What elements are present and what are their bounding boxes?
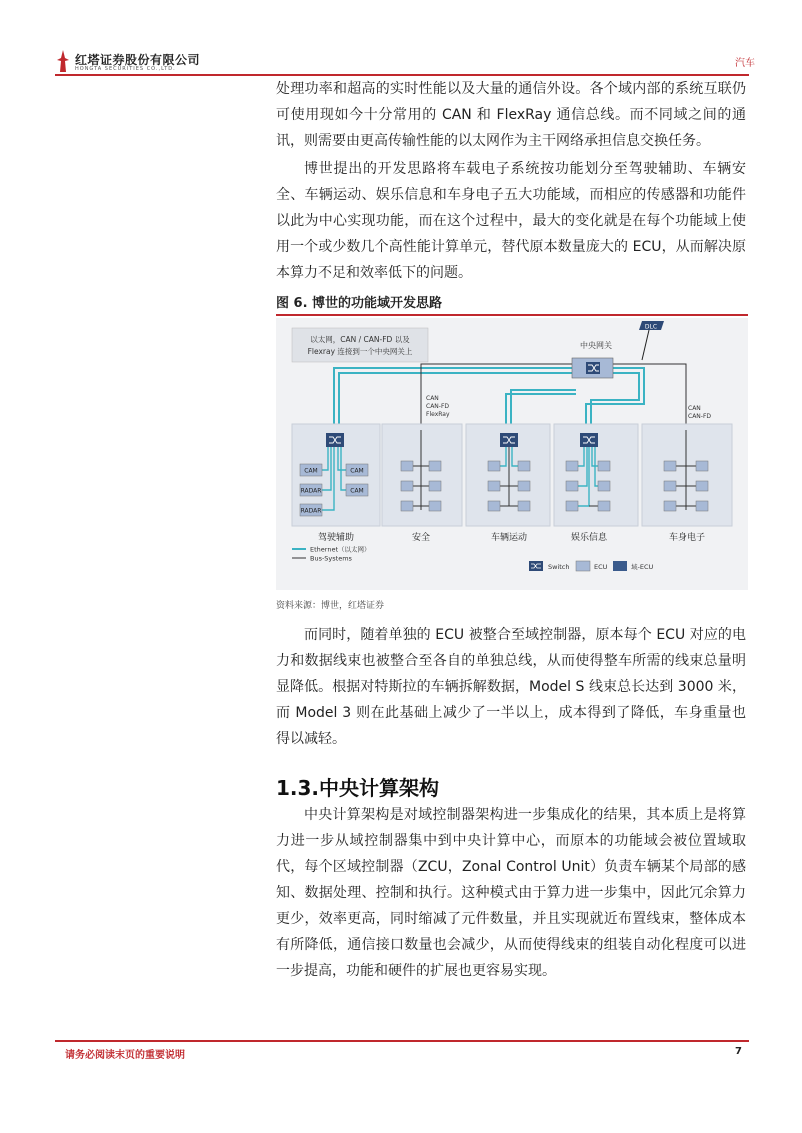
- paragraph-4: 中央计算架构是对域控制器架构进一步集成化的结果，其本质上是将算力进一步从域控制器集中到中央计算中心，而原本的功能域会被位置域取代，每个区域控制器（ZCU，Zonal Control Unit）负责车辆某个局部的感知、数据处理、控制和执行。这种模式由于算力进一步集中，因此冗余算力更少，效率更高，同时缩减了元件数量，并且实现就近布置线束，整体成本有所降低，通信接口数量也会减少，从而使得线束的组装自动化程度可以进一步提高，功能和硬件的扩展也更容易实现。: [276, 807, 746, 979]
- paragraph-3: 而同时，随着单独的 ECU 被整合至域控制器，原本每个 ECU 对应的电力和数据线束也被整合至各自的单独总线，从而使得整车所需的线束总量明显降低。根据对特斯拉的车辆拆解数据，Model S 线束总长达到 3000 米，而 Model 3 则在此基础上减少了一半以上，成本得到了降低，车身重量也得以减轻。: [276, 627, 746, 747]
- domain-label: 驾驶辅助: [317, 533, 355, 543]
- figure-divider: [276, 314, 748, 316]
- section-heading: 1.3.中央计算架构: [276, 776, 440, 800]
- figure-title: 图 6. 博世的功能域开发思路: [276, 296, 443, 311]
- callout-text-1: 以太网，CAN / CAN-FD 以及: [310, 335, 410, 344]
- dlc-label: DLC: [644, 323, 658, 331]
- svg-text:RADAR: RADAR: [300, 507, 322, 515]
- hongta-logo-icon: [55, 50, 71, 72]
- domain-safety: [382, 424, 462, 543]
- svg-text:CAM: CAM: [304, 467, 318, 475]
- legend-ethernet-label: Ethernet（以太网）: [310, 545, 371, 554]
- legend-domain-ecu-swatch: [613, 561, 627, 571]
- gateway-switch-icon: [586, 362, 600, 374]
- domain-box: [642, 424, 732, 526]
- page-header: [55, 44, 755, 76]
- domain-infotainment: [554, 424, 638, 543]
- company-name-cn: 红塔证券股份有限公司: [75, 53, 201, 67]
- domain-box: [382, 424, 462, 526]
- legend-ecu-label: ECU: [594, 563, 608, 571]
- footer-disclaimer: 请务必阅读末页的重要说明: [65, 1050, 185, 1061]
- svg-text:CAM: CAM: [350, 487, 364, 495]
- paragraph-1: 处理功率和超高的实时性能以及大量的通信外设。各个域内部的系统互联仍可使用现如今十分常用的 CAN 和 FlexRay 通信总线。而不同域之间的通讯，则需要由更高传输性能的以太网作为主干网络承担信息交换任务。: [276, 81, 746, 149]
- domain-architecture-diagram: [276, 318, 748, 590]
- page-number: 7: [735, 1046, 742, 1057]
- bus-label-canfd-1: CAN-FD: [426, 403, 450, 410]
- domain-label: 车辆运动: [490, 533, 528, 543]
- domain-label: 安全: [411, 533, 431, 543]
- gateway-label: 中央网关: [580, 341, 612, 350]
- footer-divider: [55, 1040, 749, 1042]
- bus-label-can-2: CAN: [688, 405, 701, 412]
- paragraph-2: 博世提出的开发思路将车载电子系统按功能划分至驾驶辅助、车辆安全、车辆运动、娱乐信息和车身电子五大功能域，而相应的传感器和功能件以此为中心实现功能，而在这个过程中，最大的变化就是在每个功能域上使用一个或少数几个高性能计算单元，替代原本数量庞大的 ECU，从而解决原本算力不足和效率低下的问题。: [276, 161, 746, 281]
- report-section-label: 汽车: [735, 58, 755, 69]
- company-name-en: HONGTA SECURITIES CO.,LTD.: [75, 66, 176, 72]
- callout-text-2: Flexray 连接到一个中央网关上: [307, 347, 413, 356]
- svg-text:RADAR: RADAR: [300, 487, 322, 495]
- domain-vehicle-motion: [466, 424, 550, 543]
- domain-label: 车身电子: [668, 533, 706, 543]
- callout-box: [292, 328, 428, 362]
- bus-label-flexray: FlexRay: [426, 411, 450, 418]
- legend-ecu-swatch: [576, 561, 590, 571]
- legend-switch-label: Switch: [548, 563, 570, 571]
- bus-label-canfd-2: CAN-FD: [688, 413, 712, 420]
- domain-body-electronics: [642, 424, 732, 543]
- bus-label-can-1: CAN: [426, 395, 439, 402]
- svg-text:CAM: CAM: [350, 467, 364, 475]
- legend-domain-ecu-label: 域-ECU: [631, 563, 654, 571]
- domain-label: 娱乐信息: [570, 533, 608, 543]
- legend-bus-label: Bus-Systems: [310, 554, 352, 563]
- domain-driver-assist: [292, 424, 380, 543]
- figure-source: 资料来源：博世，红塔证券: [276, 601, 385, 611]
